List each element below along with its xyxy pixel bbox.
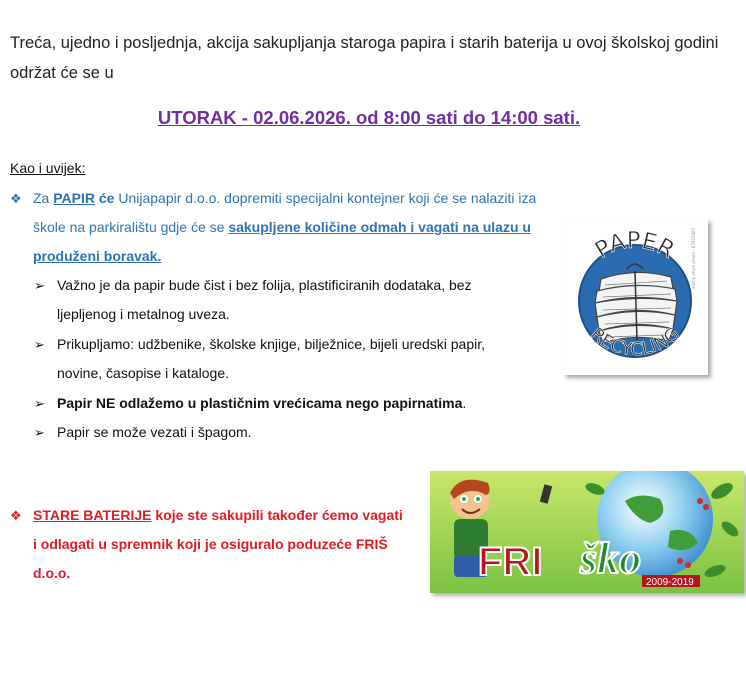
arrow-bullet-icon: ➢ xyxy=(34,396,45,411)
sub-item xyxy=(34,271,504,329)
papir-text-part: Unijapapir d.o.o. dopremiti specijalni kontejner koji će se nalaziti iza škole na parkiralištu gdje će se xyxy=(33,190,537,235)
diamond-bullet-icon: ❖ xyxy=(10,508,22,523)
sub-item xyxy=(34,330,504,388)
sub-item-text: Papir NE odlažemo u plastičnim vrećicama nego papirnatima. xyxy=(57,395,467,411)
sub-item-text: Prikupljamo: udžbenike, školske knjige, bilježnice, bijeli uredski papir, novine, časopise i kataloge. xyxy=(57,336,485,381)
papir-text-part: Za xyxy=(33,190,54,206)
diamond-bullet-icon: ❖ xyxy=(10,191,22,206)
kao-i-uvijek-label: Kao i uvijek: xyxy=(10,160,86,176)
sub-item-text: Papir se može vezati i špagom. xyxy=(57,424,252,440)
sub-item xyxy=(34,389,504,418)
intro-paragraph: Treća, ujedno i posljednja, akcija sakupljanja staroga papira i starih baterija u ovoj školskoj godini održat će se u xyxy=(10,34,719,82)
papir-emphasis: sakupljene količine odmah i vagati na ulazu u produženi boravak. xyxy=(33,219,531,264)
paper-recycling-image xyxy=(563,219,708,375)
sub-item xyxy=(34,418,504,447)
baterije-keyword: STARE BATERIJE xyxy=(33,507,152,523)
arrow-bullet-icon: ➢ xyxy=(34,278,45,293)
paper-bottom-word: RECYCLING xyxy=(586,323,684,361)
papir-keyword: PAPIR xyxy=(53,190,95,206)
frisko-word-a: FRI xyxy=(478,540,543,584)
event-date: UTORAK - 02.06.2026. od 8:00 sati do 14:00 sati. xyxy=(157,107,581,128)
paper-watermark: alamy stock photo · 87925983 xyxy=(691,227,696,289)
frisko-years: 2009-2019 xyxy=(646,577,694,588)
sub-item-text: Važno je da papir bude čist i bez folija, plastificiranih dodataka, bez ljepljenog i metalnog uveza. xyxy=(57,277,472,322)
frisko-image xyxy=(430,471,744,593)
arrow-bullet-icon: ➢ xyxy=(34,337,45,352)
frisko-word-b: ško xyxy=(580,534,642,583)
baterije-text: koje ste sakupili također ćemo vagati i odlagati u spremnik koji je osiguralo poduzeće FRIŠ d.o.o. xyxy=(33,507,403,581)
papir-ce: će xyxy=(94,190,115,206)
baterije-bullet xyxy=(10,501,410,588)
papir-bullet xyxy=(10,184,540,271)
arrow-bullet-icon: ➢ xyxy=(34,425,45,440)
paper-top-word: PAPER xyxy=(590,227,679,265)
